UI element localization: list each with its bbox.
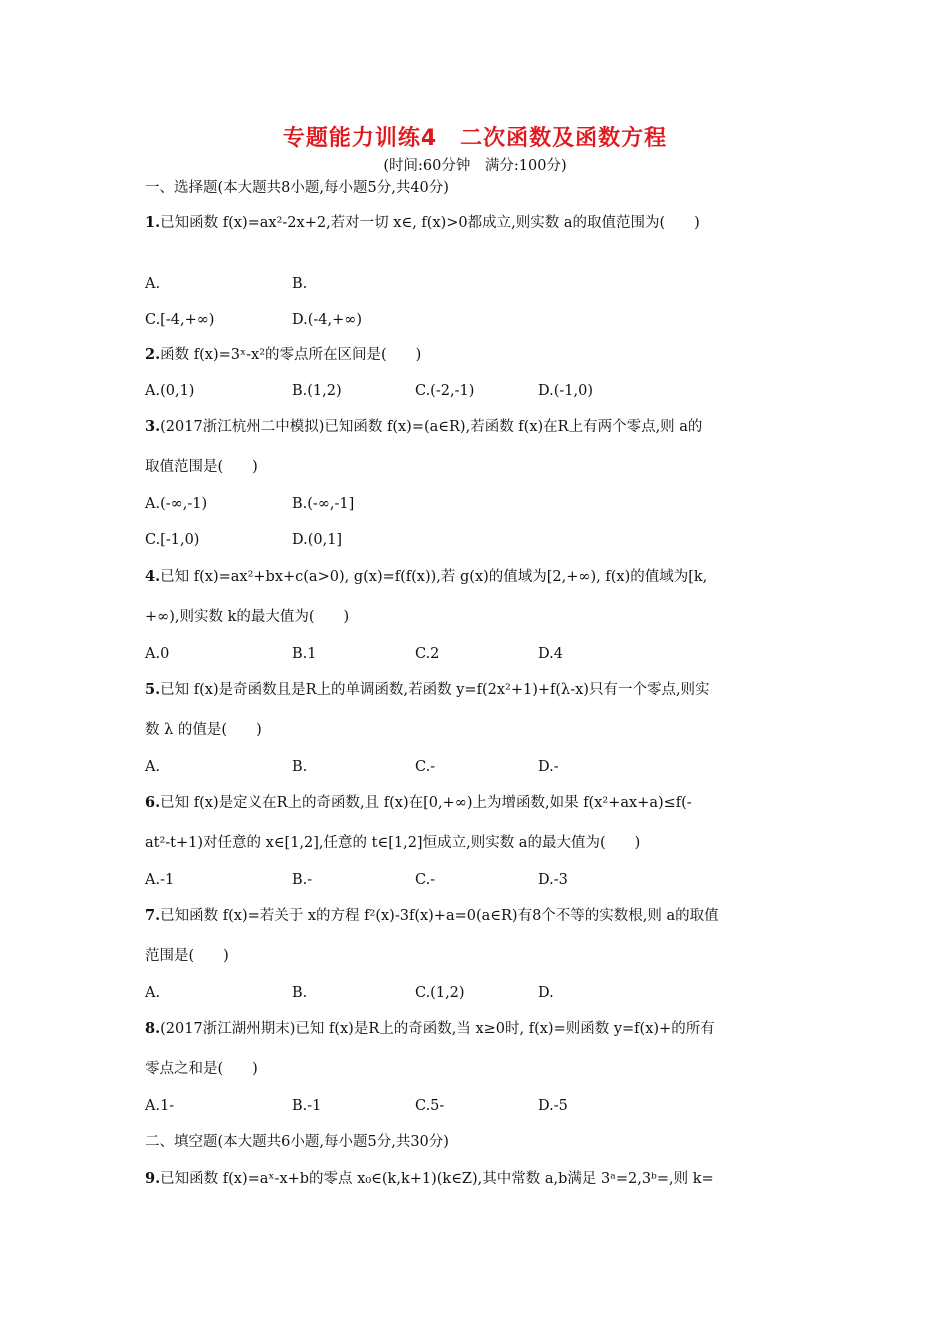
- page-title: 专题能力训练4 二次函数及函数方程: [282, 126, 668, 151]
- question-number: 2.: [145, 346, 161, 363]
- option-a: A.1-: [145, 1098, 175, 1114]
- option-c: C.[-1,0): [145, 532, 200, 548]
- option-c: C.(1,2): [415, 985, 465, 1001]
- question-number: 6.: [145, 794, 161, 811]
- question-9: [145, 1169, 810, 1189]
- question-text: 已知函数 f(x)=aˣ-x+b的零点 x₀∈(k,k+1)(k∈Z),其中常数 a,b满足 3ᵃ=2,3ᵇ=,则 k=: [160, 1171, 714, 1187]
- option-d: D.: [538, 985, 554, 1001]
- option-d: D.(-4,+∞): [292, 312, 362, 328]
- question-7: [145, 906, 810, 926]
- option-d: D.-: [538, 759, 559, 775]
- page-subtitle: (时间:60分钟 满分:100分): [383, 158, 567, 174]
- question-text: 已知 f(x)是定义在R上的奇函数,且 f(x)在[0,+∞)上为增函数,如果 f(x²+ax+a)≤f(-: [160, 795, 692, 811]
- question-6-continued: at²-t+1)对任意的 x∈[1,2],任意的 t∈[1,2]恒成立,则实数 a的最大值为( ): [145, 835, 641, 851]
- option-d: D.(-1,0): [538, 383, 593, 399]
- option-a: A.: [145, 759, 161, 775]
- option-a: A.(0,1): [145, 383, 195, 399]
- option-d: D.(0,1]: [292, 532, 343, 548]
- question-5-continued: 数 λ 的值是( ): [145, 722, 262, 738]
- question-text: (2017浙江湖州期末)已知 f(x)是R上的奇函数,当 x≥0时, f(x)=则函数 y=f(x)+的所有: [160, 1021, 715, 1037]
- question-text: 函数 f(x)=3ˣ-x²的零点所在区间是( ): [160, 347, 422, 363]
- question-number: 1.: [145, 214, 161, 231]
- question-number: 7.: [145, 907, 161, 924]
- question-1: [145, 213, 810, 233]
- option-c: C.(-2,-1): [415, 383, 475, 399]
- option-b: B.(1,2): [292, 383, 342, 399]
- option-a: A.0: [145, 646, 170, 662]
- question-2: [145, 345, 810, 365]
- question-4: [145, 567, 810, 587]
- section-heading-fill: 二、填空题(本大题共6小题,每小题5分,共30分): [145, 1134, 449, 1150]
- option-b: B.(-∞,-1]: [292, 496, 355, 512]
- question-text: 已知 f(x)是奇函数且是R上的单调函数,若函数 y=f(2x²+1)+f(λ-x)只有一个零点,则实: [160, 682, 710, 698]
- option-a: A.(-∞,-1): [145, 496, 208, 512]
- question-6: [145, 793, 810, 813]
- question-5: [145, 680, 810, 700]
- question-7-continued: 范围是( ): [145, 948, 229, 964]
- question-8: [145, 1019, 810, 1039]
- option-b: B.-: [292, 872, 313, 888]
- question-number: 4.: [145, 568, 161, 585]
- option-d: D.4: [538, 646, 563, 662]
- question-number: 3.: [145, 418, 161, 435]
- option-c: C.-: [415, 872, 436, 888]
- option-b: B.: [292, 759, 308, 775]
- section-heading-choice: 一、选择题(本大题共8小题,每小题5分,共40分): [145, 180, 449, 196]
- question-3: [145, 417, 810, 437]
- option-a: A.: [145, 276, 161, 292]
- option-b: B.-1: [292, 1098, 322, 1114]
- question-8-continued: 零点之和是( ): [145, 1061, 258, 1077]
- option-d: D.-5: [538, 1098, 568, 1114]
- option-c: C.5-: [415, 1098, 445, 1114]
- option-c: C.-: [415, 759, 436, 775]
- option-a: A.: [145, 985, 161, 1001]
- option-b: B.: [292, 985, 308, 1001]
- question-text: 已知函数 f(x)=若关于 x的方程 f²(x)-3f(x)+a=0(a∈R)有8个不等的实数根,则 a的取值: [160, 908, 719, 924]
- question-text: 已知函数 f(x)=ax²-2x+2,若对一切 x∈, f(x)>0都成立,则实数 a的取值范围为( ): [160, 215, 700, 231]
- question-text: 已知 f(x)=ax²+bx+c(a>0), g(x)=f(f(x)),若 g(x)的值域为[2,+∞), f(x)的值域为[k,: [160, 569, 708, 585]
- question-number: 8.: [145, 1020, 161, 1037]
- option-b: B.1: [292, 646, 317, 662]
- option-b: B.: [292, 276, 308, 292]
- option-a: A.-1: [145, 872, 175, 888]
- question-number: 9.: [145, 1170, 161, 1187]
- question-text: (2017浙江杭州二中模拟)已知函数 f(x)=(a∈R),若函数 f(x)在R上有两个零点,则 a的: [160, 419, 703, 435]
- option-c: C.2: [415, 646, 440, 662]
- question-4-continued: +∞),则实数 k的最大值为( ): [145, 609, 350, 625]
- question-number: 5.: [145, 681, 161, 698]
- option-c: C.[-4,+∞): [145, 312, 215, 328]
- question-3-continued: 取值范围是( ): [145, 459, 258, 475]
- option-d: D.-3: [538, 872, 568, 888]
